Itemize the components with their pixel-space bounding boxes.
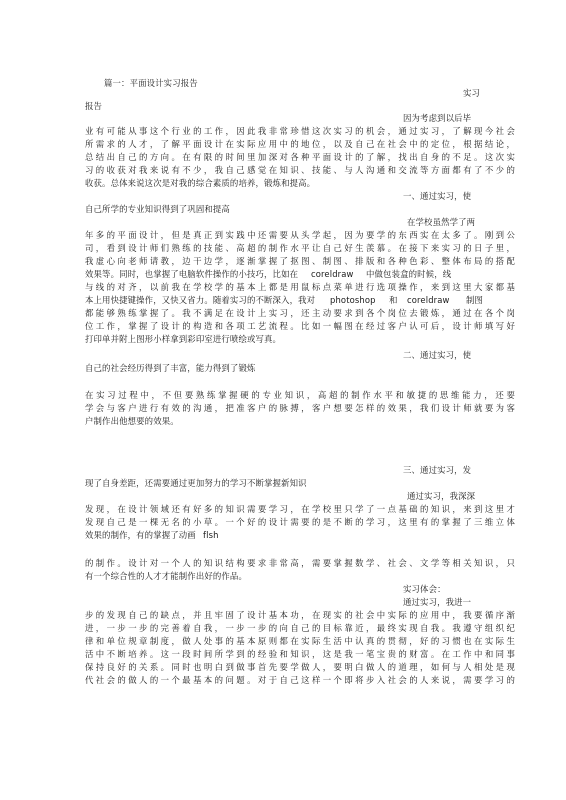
paragraph-line: 和 — [389, 295, 398, 305]
paragraph-line: 代社会的做人的一个最基本的问题。对于自己这样一个即将步入社会的人来说，需要学习的 — [85, 675, 515, 685]
paragraph-line: 都能够熟练掌握了。我不满足在设计上实习，还主动要求到各个岗位去锻炼，通过在各个岗 — [85, 308, 515, 318]
section-heading: 三、通过实习，发 — [403, 465, 472, 475]
paragraph-line: 有一个综合性的人才才能制作出好的作品。 — [85, 571, 247, 581]
section-heading: 二、通过实习，使 — [403, 350, 472, 360]
paragraph-line: 发现自己是一棵无名的小草。一个好的设计需要的是不断的学习，这里有的掌握了三维立体 — [85, 517, 515, 527]
section-heading: 实习体会： — [403, 584, 446, 594]
paragraph-line: 效果等。同时，也掌握了电脑软件操作的小技巧，比如在 — [85, 269, 299, 279]
paragraph-line: 与线的对齐，以前我在学校学的基本上都是用鼠标点菜单进行选项操作，来到这里大家都基 — [85, 282, 515, 292]
paragraph-line: 习的收获对我来说有不少，我自己感觉在知识、技能、与人沟通和交流等方面都有了不少的 — [85, 165, 515, 175]
paragraph-line: 活中不断培养。这一段时间所学到的经验和知识，这是我一笔宝贵的财富。在工作中和同事 — [85, 649, 515, 659]
paragraph-line: 中做包装盒的时候，线 — [366, 269, 452, 279]
paragraph-line: 因为考虑到以后毕 — [403, 113, 472, 123]
inline-term: coreldraw — [311, 269, 354, 279]
doc-title: 篇一：平面设计实习报告 — [104, 78, 198, 88]
paragraph-line: 户制作出他想要的效果。 — [85, 416, 179, 426]
section-heading-cont: 自己所学的专业知识得到了巩固和提高 — [85, 204, 230, 214]
paragraph-line: 学会与客户进行有效的沟通，把准客户的脉搏，客户想要怎样的效果，我们设计师就要为客 — [85, 403, 515, 413]
doc-title-cont: 实习 — [463, 88, 481, 98]
paragraph-line: 保持良好的关系。同时也明白到做事首先要学做人，要明白做人的道理，如何与人相处是现 — [85, 662, 515, 672]
paragraph-line: 制图 — [466, 295, 484, 305]
doc-title-end: 报告 — [85, 101, 103, 111]
paragraph-line: 本上用快捷键操作，又快又省力。随着实习的不断深入，我对 — [85, 295, 316, 305]
inline-term: photoshop — [330, 295, 376, 305]
paragraph-line: 发现，在设计领域还有好多的知识需要学习，在学校里只学了一点基础的知识，来到这里才 — [85, 504, 515, 514]
paragraph-line: 律和单位规章制度，做人处事的基本原则都在实际生活中认真的贯彻，好的习惯也在实际生 — [85, 636, 515, 646]
paragraph-line: 通过实习，我进一 — [403, 597, 472, 607]
paragraph-line: 打印单并附上图形小样拿到彩印室进行喷绘或写真。 — [85, 334, 282, 344]
paragraph-line: 位工作，掌握了设计的构造和各项工艺流程。比如一幅图在经过客户认可后，设计师填写好 — [85, 321, 515, 331]
paragraph-line: 步的发现自己的缺点，并且牢固了设计基本功，在现实的社会中实际的应用中，我要循序渐 — [85, 610, 515, 620]
paragraph-line: 业有可能从事这个行业的工作，因此我非常珍惜这次实习的机会，通过实习，了解现今社会 — [85, 126, 515, 136]
section-heading-cont: 自己的社会经历得到了丰富，能力得到了锻炼 — [85, 363, 256, 373]
inline-term: coreldraw — [407, 295, 450, 305]
paragraph-line: 收获。总体来说这次是对我的综合素质的培养，锻炼和提高。 — [85, 178, 316, 188]
paragraph-line: 所需求的人才，了解平面设计在实际应用中的地位，以及自己在社会中的定位，根据结论， — [85, 139, 515, 149]
paragraph-line: 我虚心向老师请教，边干边学，逐渐掌握了抠图、制图、排版和各种色彩、整体布局的搭配 — [85, 256, 515, 266]
paragraph-line: 在实习过程中，不但要熟练掌握硬的专业知识，高超的制作水平和敏捷的思维能力，还要 — [85, 390, 515, 400]
paragraph-line: 的制作。设计对一个人的知识结构要求非常高，需要掌握数学、社会、文学等相关知识，只 — [85, 558, 515, 568]
paragraph-line: 效果的制作，有的掌握了动画 — [85, 530, 196, 540]
paragraph-line: 司，看到设计师们熟练的技能、高超的制作水平让自己好生羡慕。在接下来实习的日子里， — [85, 243, 515, 253]
section-heading-cont: 现了自身差距，还需要通过更加努力的学习不断掌握新知识 — [85, 478, 307, 488]
paragraph-line: 通过实习，我深深 — [407, 491, 476, 501]
paragraph-line: 在学校虽然学了两 — [407, 217, 476, 227]
paragraph-line: 年多的平面设计，但是真正到实践中还需要从头学起，因为要学的东西实在太多了。刚到公 — [85, 230, 515, 240]
paragraph-line: 总结出自己的方向。在有限的时间里加深对各种平面设计的了解，找出自身的不足。这次实 — [85, 152, 515, 162]
section-heading: 一、通过实习，使 — [403, 191, 472, 201]
inline-term: flsh — [203, 530, 219, 540]
paragraph-line: 进，一步一步的完善着自我，一步一步的向自己的目标靠近，最终实现自我。我遵守组织纪 — [85, 623, 515, 633]
